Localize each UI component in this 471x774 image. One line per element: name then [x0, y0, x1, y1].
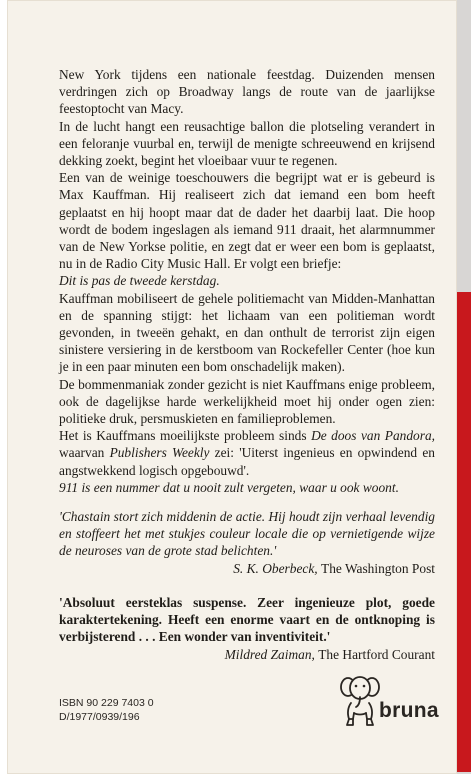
review-quote-1	[59, 508, 435, 577]
isbn-block	[59, 696, 154, 724]
blurb-note-italic: Dit is pas de tweede kerstdag.	[59, 273, 220, 289]
review-quote-2-text: 'Absoluut eersteklas suspense. Zeer ingenieuze plot, goede karaktertekening. Heeft een enorme vaart en de ontknoping is verbijsterend . . . Een wonder van inventiviteit.'	[59, 595, 435, 645]
back-cover	[7, 0, 457, 774]
blurb-tagline: 911 is een nummer dat u nooit zult vergeten, waar u ook woont.	[59, 479, 399, 495]
review-quote-2-source: The Hartford Courant	[318, 646, 435, 662]
blurb-p6-b: waarvan	[59, 445, 105, 461]
blurb-paragraph-4: Kauffman mobiliseert de gehele politiemacht van Midden-Manhattan en de spanning stijgt: het lichaam van een politieman wordt gevonden, in tweeën gehakt, en dan onthult de terrorist zijn eigen sinistere versiering in de kerstboom van Rockefeller Center (hoe kun je in een paar minuten een bom onschadelijk maken).	[59, 290, 435, 375]
blurb-p6-c: zei: 'Uiterst ingenieus en opwindend en angstwekkend logisch opgebouwd'.	[59, 445, 435, 478]
blurb-paragraph-1: New York tijdens een nationale feestdag. Duizenden mensen verdringen zich op Broadway langs de route van de jaarlijkse feestoptocht van Macy.	[59, 67, 435, 117]
elephant-icon	[339, 673, 381, 729]
blurb-paragraph-6	[59, 427, 435, 479]
blurb-p6-a: Het is Kauffmans moeilijkste probleem sinds	[59, 428, 307, 444]
review-quote-1-text: 'Chastain stort zich middenin de actie. Hij houdt zijn verhaal levendig en stoffeert het met stukjes couleur locale die op vernietigende wijze de neuroses van de grote stad belichten.'	[59, 509, 435, 559]
spine-red-band	[457, 292, 471, 772]
book-title-reference: De doos van Pandora,	[311, 428, 435, 444]
publisher-name: bruna	[379, 699, 439, 722]
blurb-paragraph-5: De bommenmaniak zonder gezicht is niet Kauffmans enige probleem, ook de dagelijkse harde werkelijkheid moet hij onder ogen zien: politieke druk, persmuskieten en familieproblemen.	[59, 376, 435, 427]
spine-edge	[457, 0, 471, 774]
review-quote-2	[59, 594, 435, 663]
review-quote-2-author: Mildred Zaiman,	[224, 646, 315, 662]
depot-number: D/1977/0939/196	[59, 711, 140, 723]
review-quote-2-attribution	[59, 646, 435, 663]
review-quote-1-source: The Washington Post	[321, 560, 435, 576]
review-quote-1-attribution	[59, 560, 435, 577]
publication-name: Publishers Weekly	[109, 445, 210, 461]
blurb-paragraph-2: In de lucht hangt een reusachtige ballon die plotseling verandert in een feloranje vuurbal en, terwijl de menigte schreeuwend en krijsend dekking zoekt, begint het vloeibaar vuur te regenen.	[59, 118, 435, 169]
blurb-paragraph-3-text: Een van de weinige toeschouwers die begrijpt wat er is gebeurd is Max Kauffman. Hij realiseert zich dat iemand een bom heeft geplaatst en hij hoopt maar dat de dader het daarbij laat. Die hoop wordt de bodem ingeslagen als iemand 911 draait, het alarmnummer van de New Yorkse politie, en zegt dat er weer een bom is geplaatst, nu in de Radio City Music Hall. Er volgt een briefje:	[59, 170, 435, 272]
review-quote-1-author: S. K. Oberbeck,	[233, 560, 318, 576]
isbn-number: ISBN 90 229 7403 0	[59, 697, 154, 709]
blurb-text	[59, 66, 435, 496]
blurb-paragraph-3	[59, 169, 435, 289]
publisher-logo	[339, 673, 439, 733]
